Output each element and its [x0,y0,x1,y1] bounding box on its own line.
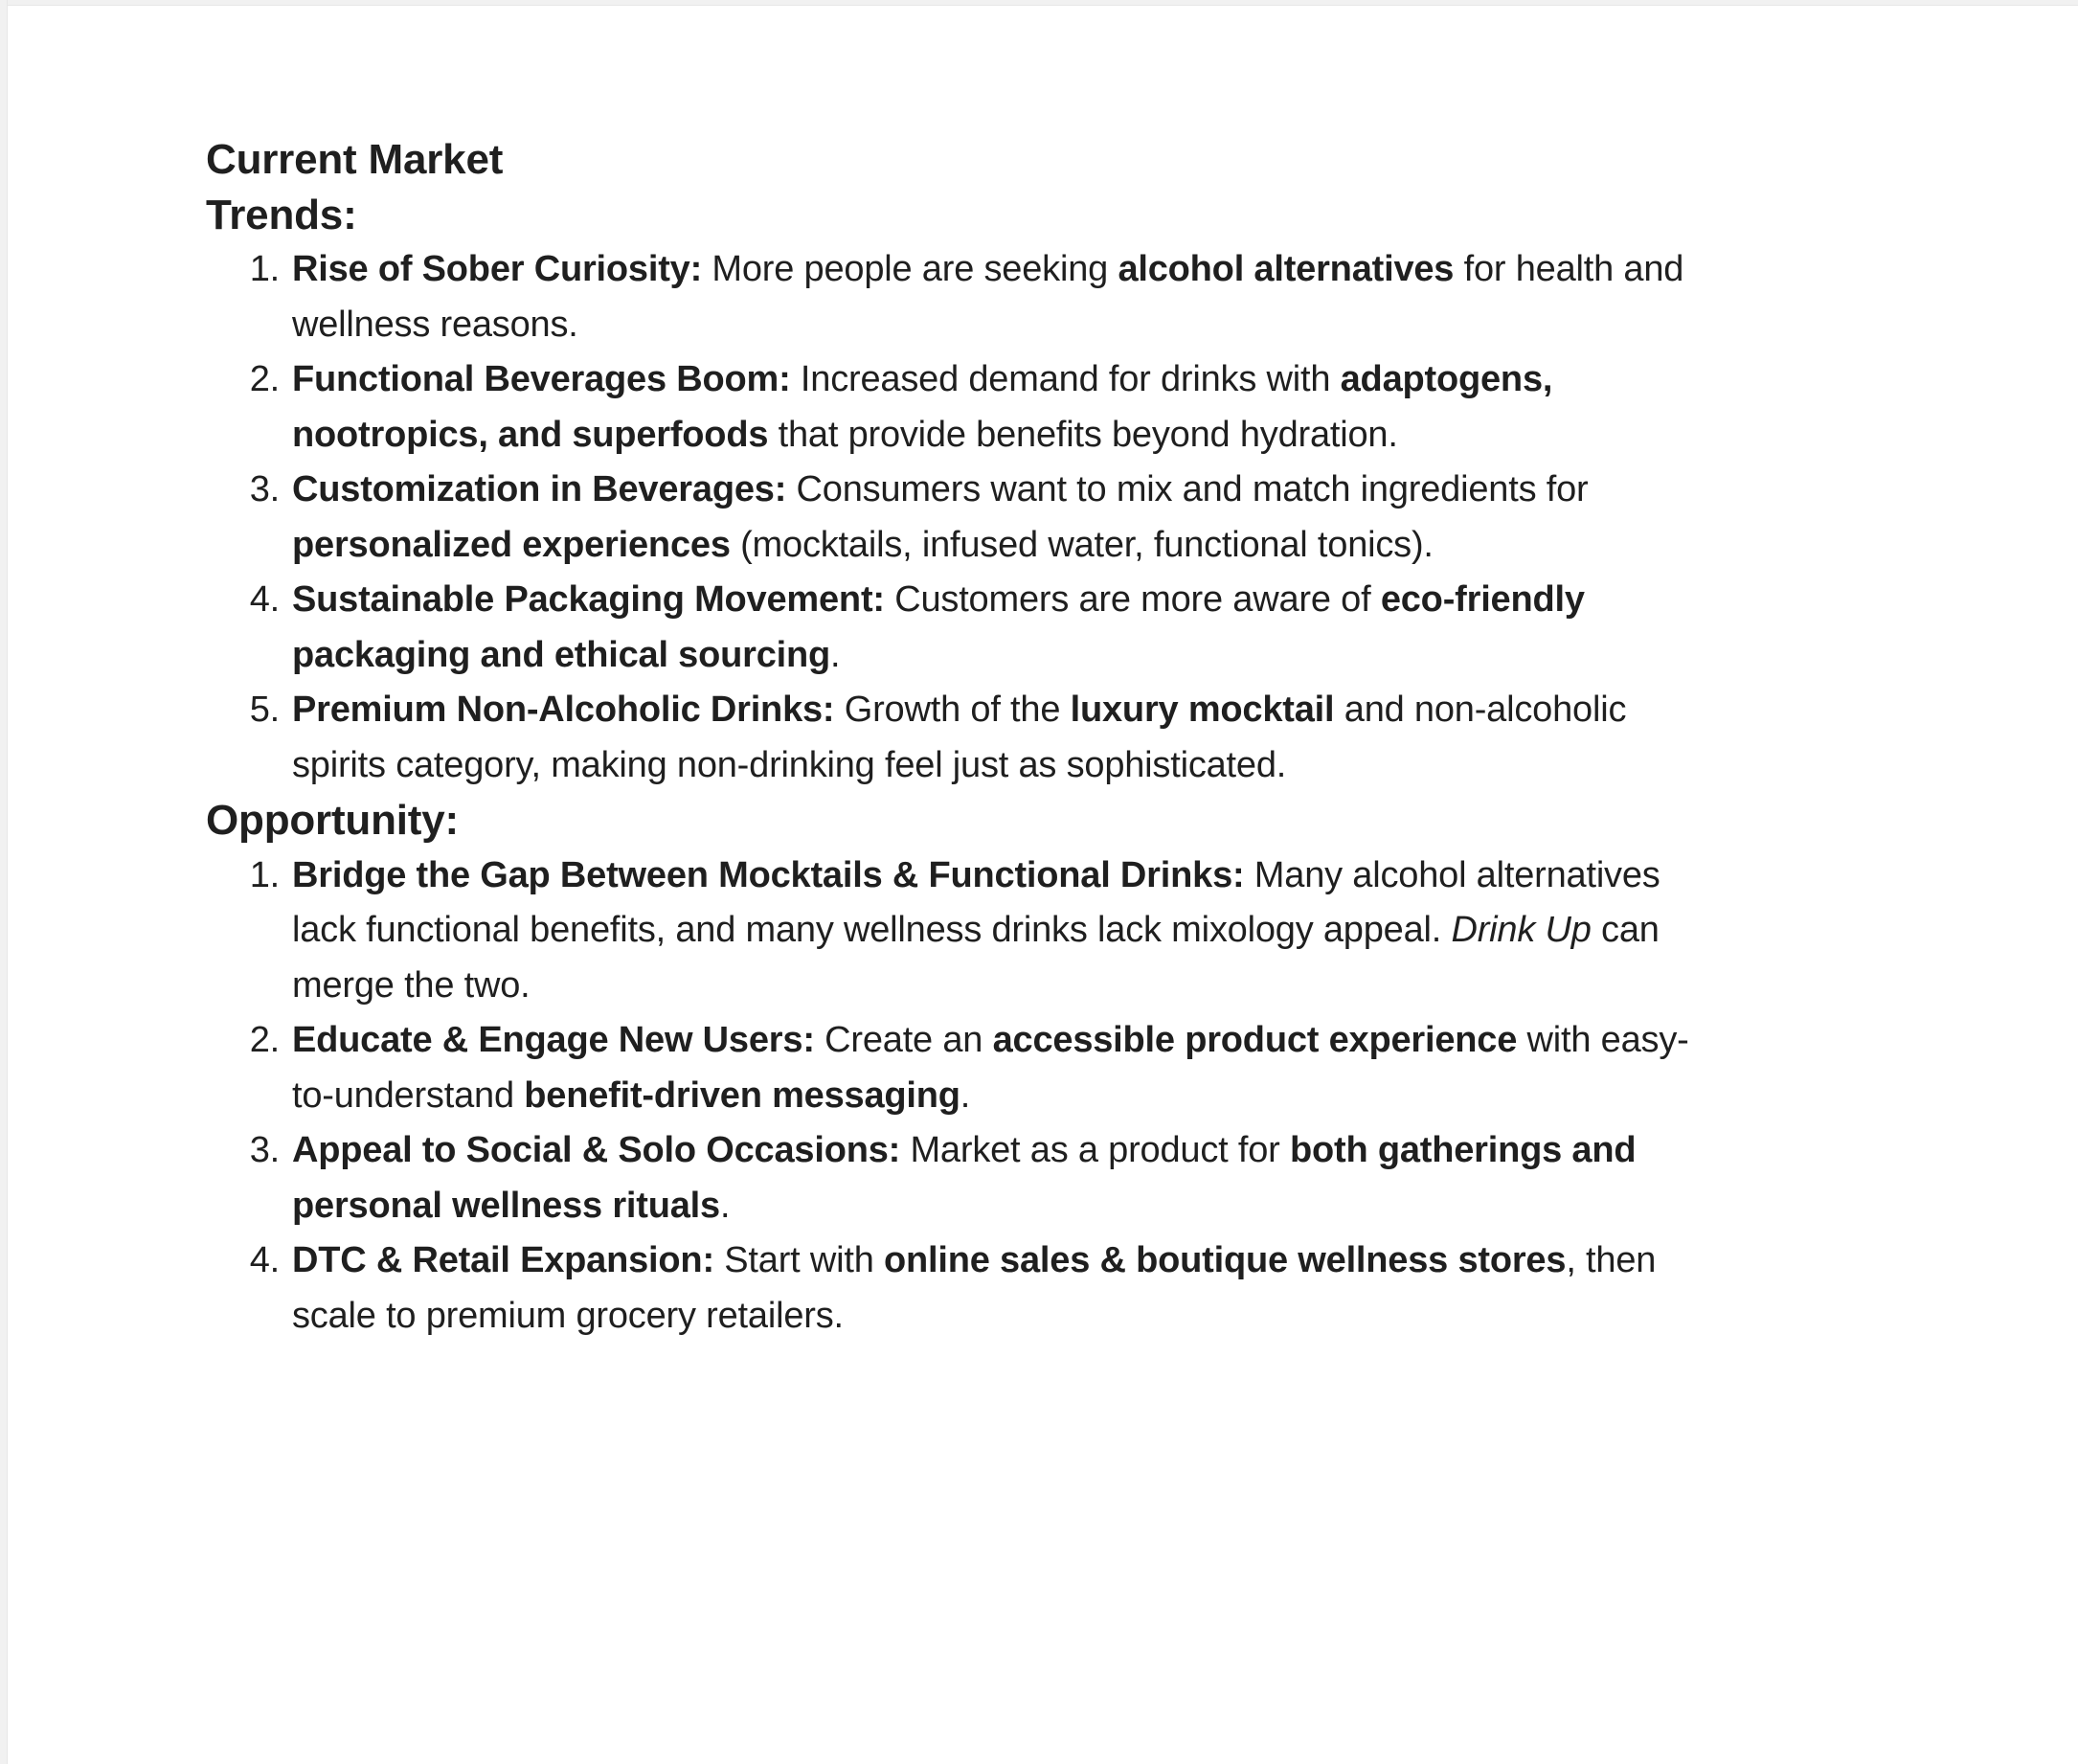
current-market-trends-heading [206,132,1963,242]
text-line [292,738,1963,794]
text-run: benefit-driven messaging [524,1074,960,1116]
text-run: . [719,1185,731,1226]
list-item-number: 5. [249,690,280,730]
text-run: Premium Non-Alcoholic Drinks: [292,690,835,730]
heading-line [206,188,1963,243]
text-run: Growth of the [834,690,1071,730]
text-run: can [1591,910,1660,950]
text-line [292,518,1963,574]
text-run: alcohol alternatives [1118,249,1455,289]
text-run: Increased demand for drinks with [790,359,1341,399]
list-item [206,352,1963,463]
text-run: Customization in Beverages: [292,469,787,509]
text-run: luxury mocktail [1070,690,1335,730]
text-run: merge the two. [292,964,531,1006]
list-item-number: 2. [249,359,280,399]
text-line [292,1233,1963,1289]
text-run: accessible product experience [992,1020,1518,1060]
text-run: for health and [1454,249,1684,289]
text-run: adaptogens, [1340,359,1553,399]
text-run: Many alcohol alternatives [1244,854,1660,895]
text-run: packaging and ethical sourcing [292,634,831,675]
text-run: Trends: [206,191,357,238]
opportunity-heading [206,793,1963,848]
text-run: to-understand [292,1074,525,1116]
list-item-number: 1. [249,249,280,289]
text-line [292,1179,1963,1234]
text-line [292,573,1963,628]
text-line [292,959,1963,1014]
text-run: Rise of Sober Curiosity: [292,249,703,289]
list-item [206,683,1963,793]
list-item [206,242,1963,352]
text-run: personalized experiences [292,524,731,565]
text-run: Drink Up [1451,910,1592,950]
text-run: Educate & Engage New Users: [292,1020,815,1060]
text-run: scale to premium grocery retailers. [292,1295,844,1336]
list-item-number: 4. [249,1240,280,1280]
page-edge-top [0,0,2078,6]
list-item-number: 2. [249,1020,280,1060]
heading-line [206,793,1963,848]
heading-line [206,132,1963,188]
text-line [292,352,1963,408]
text-run: Market as a product for [900,1130,1290,1170]
text-line [292,628,1963,684]
opportunity-list [206,848,1963,1345]
text-run: Consumers want to mix and match ingredients for [786,469,1589,509]
text-run: nootropics, and superfoods [292,414,769,455]
list-item [206,848,1963,1014]
text-run: Customers are more aware of [884,579,1381,620]
text-run: Bridge the Gap Between Mocktails & Functional Drinks: [292,854,1245,895]
text-line [292,1123,1963,1179]
list-item [206,1013,1963,1123]
list-item [206,1123,1963,1233]
text-run: online sales & boutique wellness stores [884,1240,1567,1280]
text-run: . [830,634,841,675]
text-run: Create an [814,1020,993,1060]
text-run: Sustainable Packaging Movement: [292,579,885,620]
text-run: Functional Beverages Boom: [292,359,791,399]
text-line [292,683,1963,738]
text-run: Start with [713,1240,885,1280]
text-line [292,1069,1963,1124]
text-run: both gatherings and [1289,1130,1637,1170]
text-run: lack functional benefits, and many wellness drinks lack mixology appeal. [292,910,1452,950]
text-run: that provide benefits beyond hydration. [768,414,1398,455]
text-line [292,1013,1963,1069]
list-item-number: 3. [249,1130,280,1170]
trends-list [206,242,1963,793]
list-item [206,573,1963,683]
text-line [292,298,1963,353]
list-item [206,463,1963,573]
text-run: eco-friendly [1380,579,1585,620]
text-run: Opportunity: [206,797,459,844]
text-run: personal wellness rituals [292,1185,720,1226]
text-line [292,463,1963,518]
text-line [292,408,1963,464]
text-run: with easy- [1517,1020,1689,1060]
text-run: DTC & Retail Expansion: [292,1240,714,1280]
text-run: and non-alcoholic [1334,690,1627,730]
text-run: . [960,1074,971,1116]
text-run: wellness reasons. [292,304,578,345]
text-run: spirits category, making non-drinking feel just as sophisticated. [292,744,1287,785]
list-item [206,1233,1963,1344]
text-line [292,848,1963,904]
text-run: Appeal to Social & Solo Occasions: [292,1130,901,1170]
text-line [292,903,1963,959]
list-item-number: 1. [249,854,280,895]
text-run: More people are seeking [702,249,1118,289]
text-run: , then [1566,1240,1657,1280]
page-edge-left [0,0,8,1764]
text-line [292,242,1963,298]
list-item-number: 3. [249,469,280,509]
text-line [292,1289,1963,1345]
list-item-number: 4. [249,579,280,620]
text-run: Current Market [206,136,504,183]
text-run: (mocktails, infused water, functional tonics). [730,524,1434,565]
